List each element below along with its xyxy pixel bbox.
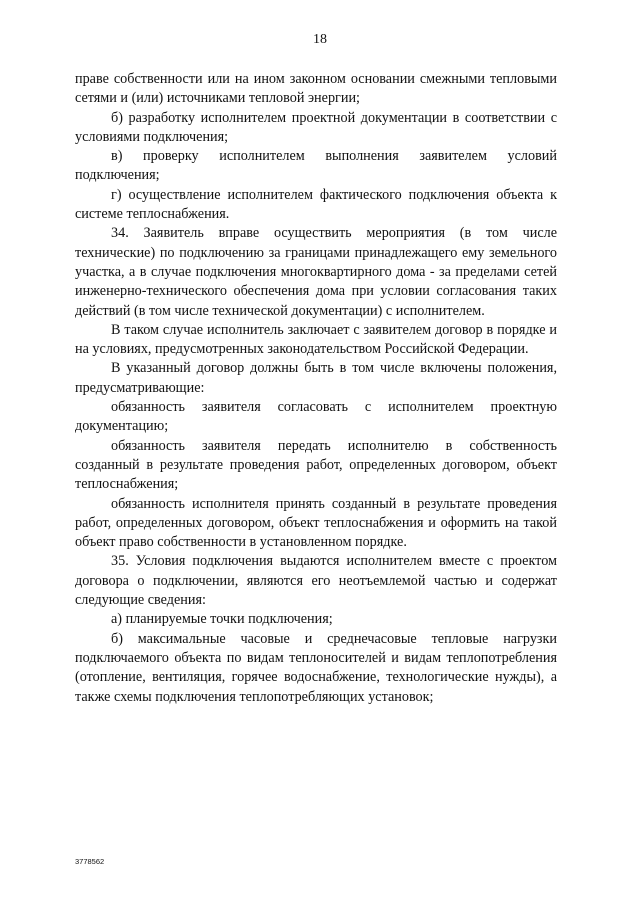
paragraph-obligation-accept: обязанность исполнителя принять созданный в результате проведения работ, определенных договором, объект теплоснабжения и оформить на такой объект право собственности в установленном порядке. <box>75 495 557 551</box>
paragraph-clause-35: 35. Условия подключения выдаются исполнителем вместе с проектом договора о подключении, являются его неотъемлемой частью и содержат следующие сведения: <box>75 553 557 609</box>
paragraph-continuation: праве собственности или на ином законном основании смежными тепловыми сетями и (или) источниками тепловой энергии; <box>75 71 557 107</box>
paragraph-item-a: а) планируемые точки подключения; <box>111 611 333 628</box>
paragraph-contract-conclusion: В таком случае исполнитель заключает с заявителем договор в порядке и на условиях, предусмотренных законодательством Российской Федерации. <box>75 321 557 358</box>
paragraph-obligation-transfer: обязанность заявителя передать исполнителю в собственность созданный в результате проведения работ, определенных договором, объект теплоснабжения; <box>75 437 557 493</box>
paragraph-item-b-loads: б) максимальные часовые и среднечасовые тепловые нагрузки подключаемого объекта по видам теплоносителей и видам теплопотребления (отопление, вентиляция, горячее водоснабжение, технологические нужды), а также схемы подключения теплопотребляющих установок; <box>75 630 557 705</box>
paragraph-item-v: в) проверку исполнителем выполнения заявителем условий подключения; <box>75 148 557 184</box>
paragraph-item-b: б) разработку исполнителем проектной документации в соответствии с условиями подключения; <box>75 109 557 145</box>
paragraph-obligation-approve: обязанность заявителя согласовать с исполнителем проектную документацию; <box>75 399 557 435</box>
paragraph-item-g: г) осуществление исполнителем фактического подключения объекта к системе теплоснабжения. <box>75 186 557 223</box>
document-code: 3778562 <box>75 857 105 866</box>
paragraph-clause-34: 34. Заявитель вправе осуществить мероприятия (в том числе технические) по подключению за границами принадлежащего ему земельного участка, а в случае подключения многоквартирного дома - за пределами сетей инженерно-технического обеспечения дома при условии согласования таких действий (в том числе технической документации) с исполнителем. <box>75 225 557 319</box>
paragraph-contract-provisions: В указанный договор должны быть в том числе включены положения, предусматривающие: <box>75 360 557 396</box>
page-number: 18 <box>313 32 327 47</box>
document-body <box>75 70 557 707</box>
